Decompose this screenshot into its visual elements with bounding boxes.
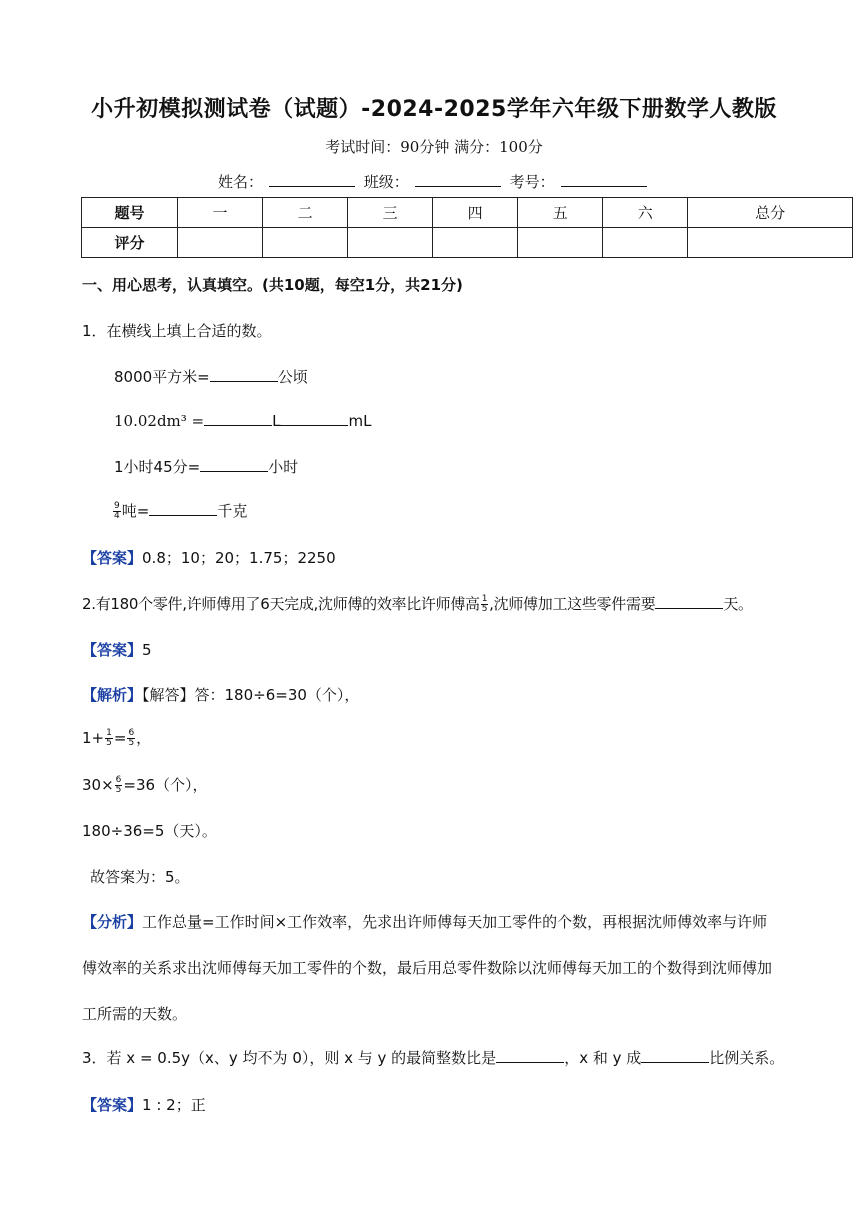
q1-item-1-text: 8000平方米= bbox=[114, 368, 210, 386]
answer-tag: 【答案】 bbox=[82, 549, 143, 567]
q3-answer bbox=[82, 1094, 206, 1115]
score-cell[interactable] bbox=[348, 228, 433, 258]
answer-blank[interactable] bbox=[149, 501, 217, 516]
q1-item-4-unit: 千克 bbox=[217, 502, 248, 520]
score-col-1: 一 bbox=[178, 198, 263, 228]
q2-stem-text-3: 天。 bbox=[723, 595, 753, 613]
q2-analysis bbox=[82, 684, 359, 705]
q2-step-4: 180÷36=5（天）。 bbox=[82, 822, 217, 840]
exam-no-blank[interactable] bbox=[561, 172, 647, 187]
q2-step-3: 30× $\frac{6}{5}$ =36（个）， bbox=[82, 775, 208, 795]
score-col-3: 三 bbox=[348, 198, 433, 228]
score-cell[interactable] bbox=[688, 228, 853, 258]
q1-item-1-unit: 公顷 bbox=[277, 368, 308, 386]
score-cell[interactable] bbox=[178, 228, 263, 258]
q2-conclusion: 故答案为：5。 bbox=[90, 868, 190, 886]
q2-stem bbox=[82, 593, 753, 614]
fraction: $\frac{9}{4}$ bbox=[114, 501, 120, 521]
score-table-header: 题号 bbox=[82, 198, 178, 228]
score-table bbox=[81, 197, 853, 258]
score-cell[interactable] bbox=[603, 228, 688, 258]
q3-stem: 3．若 x = 0.5y（x、y 均不为 0），则 x 与 y 的最简整数比是 ，x 和 y 成 比例关系。 bbox=[82, 1049, 785, 1067]
exam-subtitle: 考试时间：90分钟 满分：100分 bbox=[325, 138, 543, 156]
q2-step-2: 1+ $\frac{1}{5}$ = $\frac{6}{5}$ ， bbox=[82, 728, 152, 748]
q1-answer bbox=[82, 547, 336, 568]
q2-answer bbox=[82, 639, 152, 660]
section-1-heading: 一、用心思考，认真填空。(共10题，每空1分，共21分) bbox=[82, 276, 463, 294]
score-cell[interactable] bbox=[433, 228, 518, 258]
q1-item-3-text: 1小时45分= bbox=[114, 458, 201, 476]
answer-blank[interactable] bbox=[496, 1048, 564, 1063]
answer-tag: 【答案】 bbox=[82, 641, 143, 659]
q1-item-3-unit: 小时 bbox=[268, 458, 299, 476]
score-col-4: 四 bbox=[433, 198, 518, 228]
q1-item-4 bbox=[112, 500, 247, 521]
answer-blank[interactable] bbox=[655, 594, 723, 609]
answer-tag: 【答案】 bbox=[82, 1096, 143, 1114]
q1-item-3 bbox=[114, 456, 298, 477]
fraction: $\frac{6}{5}$ bbox=[115, 775, 122, 795]
name-blank[interactable] bbox=[269, 172, 355, 187]
q1-stem: 1．在横线上填上合适的数。 bbox=[82, 322, 272, 340]
fraction: $\frac{1}{5}$ bbox=[106, 728, 112, 748]
answer-blank[interactable] bbox=[204, 411, 272, 426]
q1-item-4-text: 吨= bbox=[121, 502, 150, 520]
answer-blank[interactable] bbox=[641, 1048, 709, 1063]
q2-stem-text: 2.有180个零件,许师傅用了6天完成,沈师傅的效率比许师傅高 bbox=[82, 595, 480, 613]
score-row-header: 评分 bbox=[82, 228, 178, 258]
fraction: $\frac{1}{5}$ bbox=[481, 594, 488, 614]
score-col-5: 五 bbox=[518, 198, 603, 228]
score-table-row-scores bbox=[82, 228, 853, 258]
fraction: $\frac{6}{5}$ bbox=[128, 728, 135, 748]
q2-fenxi-line-2: 傅效率的关系求出沈师傅每天加工零件的个数，最后用总零件数除以沈师傅每天加工的个数得到沈师傅加 bbox=[82, 959, 773, 977]
exam-title: 小升初模拟测试卷（试题）-2024-2025学年六年级下册数学人教版 bbox=[91, 97, 777, 122]
score-col-6: 六 bbox=[603, 198, 688, 228]
class-label: 班级： bbox=[363, 173, 409, 191]
score-col-total: 总分 bbox=[688, 198, 853, 228]
score-table-row-questions bbox=[82, 198, 853, 228]
q1-item-2-unit-l: L bbox=[272, 412, 281, 430]
answer-blank[interactable] bbox=[210, 367, 278, 382]
exam-no-label: 考号： bbox=[509, 173, 555, 191]
q2-analysis-lead: 【解答】答：180÷6=30（个）， bbox=[142, 686, 360, 704]
q1-item-2-unit-ml: mL bbox=[348, 412, 372, 430]
answer-blank[interactable] bbox=[200, 457, 268, 472]
name-label: 姓名： bbox=[218, 173, 264, 191]
q3-answer-text: 1 : 2；正 bbox=[142, 1096, 206, 1114]
q1-item-2 bbox=[114, 411, 371, 430]
q1-item-1 bbox=[114, 366, 308, 387]
q2-fenxi-line-1: 【分析】工作总量=工作时间×工作效率，先求出许师傅每天加工零件的个数，再根据沈师傅效率与许师 bbox=[82, 913, 768, 931]
student-info-line bbox=[218, 171, 651, 192]
analysis-tag: 【解析】 bbox=[82, 686, 143, 704]
q2-answer-text: 5 bbox=[142, 641, 152, 659]
answer-blank[interactable] bbox=[280, 411, 348, 426]
class-blank[interactable] bbox=[415, 172, 501, 187]
q2-stem-text-2: ,沈师傅加工这些零件需要 bbox=[489, 595, 656, 613]
q2-fenxi-line-3: 工所需的天数。 bbox=[82, 1005, 188, 1023]
score-col-2: 二 bbox=[263, 198, 348, 228]
score-cell[interactable] bbox=[263, 228, 348, 258]
q1-item-2-text: 10.02dm³ = bbox=[114, 412, 205, 430]
q1-answer-text: 0.8；10；20；1.75；2250 bbox=[142, 549, 336, 567]
fenxi-tag: 【分析】 bbox=[82, 913, 143, 931]
score-cell[interactable] bbox=[518, 228, 603, 258]
